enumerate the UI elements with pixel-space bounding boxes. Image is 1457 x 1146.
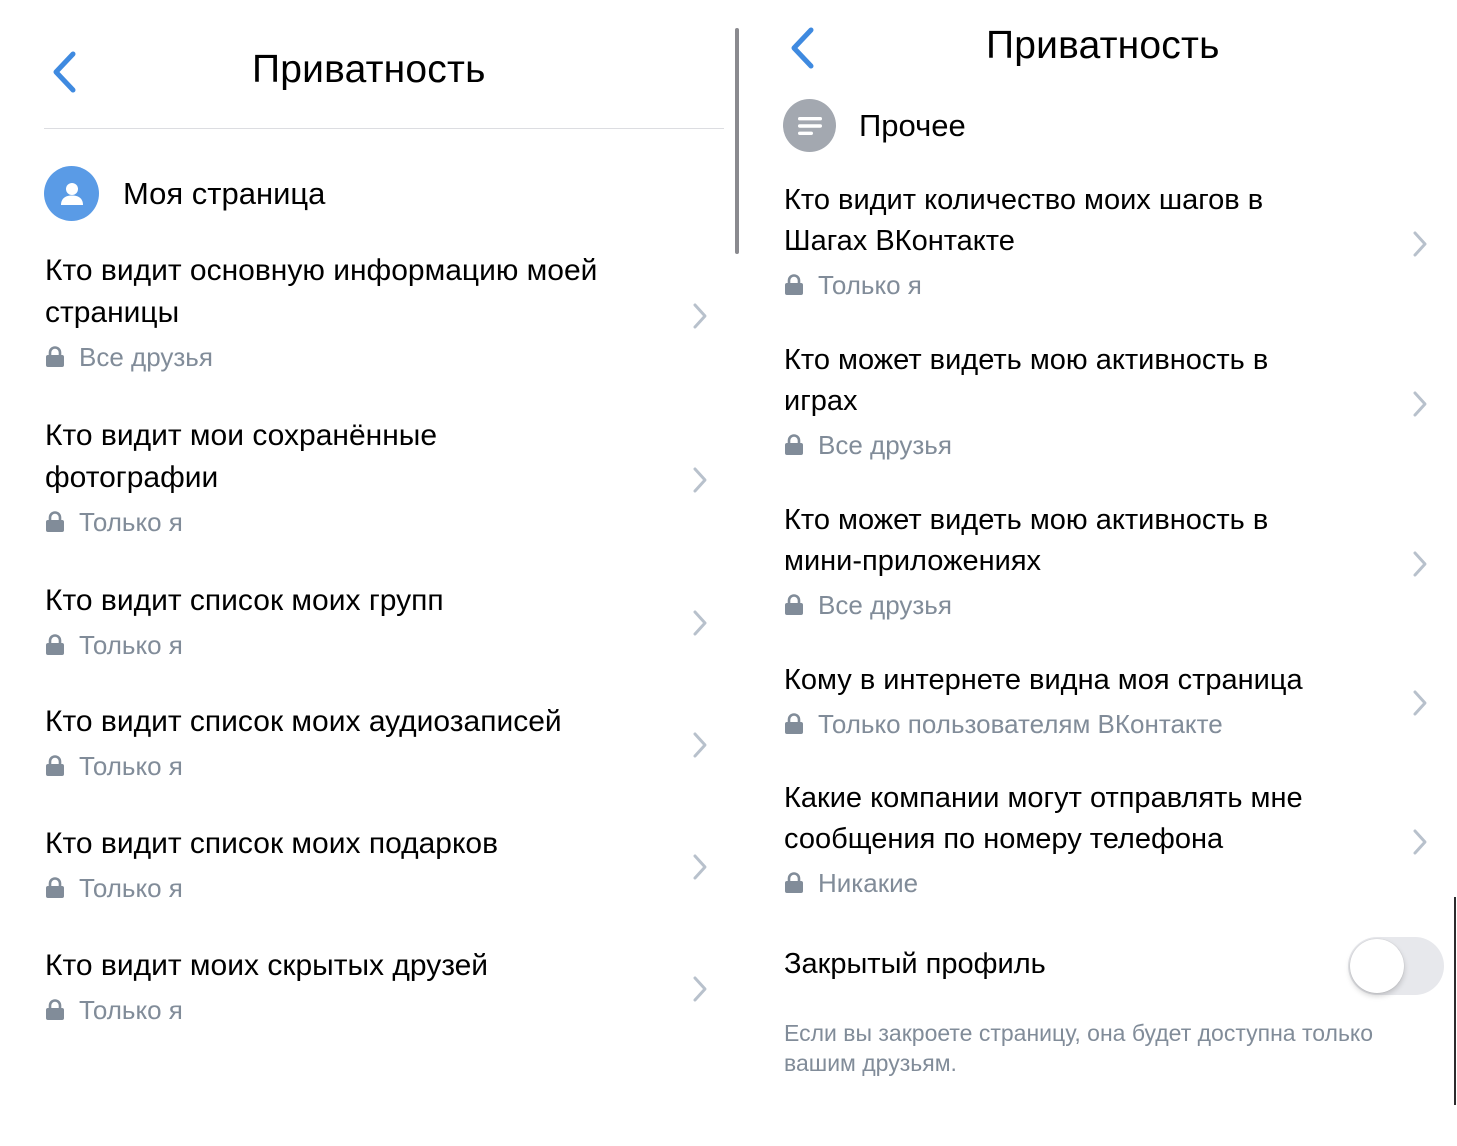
privacy-screen-right [740, 0, 1457, 1146]
row-title: Кто может видеть мою активность в мини-приложениях [784, 504, 1269, 577]
list-icon [783, 99, 836, 152]
row-value [45, 866, 725, 910]
row-value-text: Только я [79, 995, 183, 1025]
chevron-right-icon [1412, 230, 1428, 258]
back-chevron-icon [788, 26, 816, 70]
lock-icon [784, 434, 804, 456]
privacy-row-audio[interactable] [45, 701, 725, 788]
row-value [784, 263, 1424, 307]
row-value [784, 583, 1424, 627]
row-title: Кто видит основную информацию моей страницы [45, 254, 598, 329]
chevron-right-icon [1412, 550, 1428, 578]
row-value [784, 423, 1424, 467]
row-title: Кто видит список моих аудиозаписей [45, 705, 562, 738]
lock-icon [45, 634, 65, 656]
section-header-my-page [44, 166, 325, 221]
back-chevron-icon [50, 50, 78, 94]
lock-icon [784, 872, 804, 894]
privacy-row-phone-messages[interactable] [784, 778, 1424, 905]
privacy-row-gifts[interactable] [45, 823, 725, 910]
chevron-right-icon [692, 466, 708, 494]
privacy-row-saved-photos[interactable] [45, 415, 725, 544]
row-value-text: Только я [79, 751, 183, 781]
lock-icon [45, 999, 65, 1021]
lock-icon [45, 511, 65, 533]
row-value [784, 702, 1424, 746]
privacy-row-main-info[interactable] [45, 250, 725, 379]
screens-divider [735, 28, 739, 254]
lock-icon [45, 346, 65, 368]
privacy-row-games-activity[interactable] [784, 340, 1424, 467]
row-title: Кто может видеть мою активность в играх [784, 344, 1269, 417]
closed-profile-note: Если вы закроете страницу, она будет доступна только вашим друзьям. [784, 1020, 1374, 1076]
page-title: Приватность [252, 48, 486, 91]
row-value-text: Только я [79, 873, 183, 903]
row-title: Кто видит мои сохранённые фотографии [45, 419, 438, 494]
page-title: Приватность [986, 24, 1220, 67]
section-title: Прочее [859, 107, 966, 143]
back-button[interactable] [50, 50, 78, 94]
privacy-row-miniapps-activity[interactable] [784, 500, 1424, 627]
row-value-text: Все друзья [818, 430, 952, 460]
privacy-row-hidden-friends[interactable] [45, 945, 725, 1032]
chevron-right-icon [692, 302, 708, 330]
scrollbar[interactable] [1454, 897, 1456, 1105]
row-value-text: Только я [79, 507, 183, 537]
privacy-row-groups[interactable] [45, 580, 725, 667]
privacy-row-internet-visibility[interactable] [784, 660, 1424, 746]
chevron-right-icon [1412, 390, 1428, 418]
closed-profile-toggle[interactable] [1348, 937, 1444, 995]
row-value [45, 500, 725, 544]
nav-separator [44, 128, 724, 129]
row-value-text: Все друзья [818, 590, 952, 620]
row-title: Кому в интернете видна моя страница [784, 664, 1303, 696]
row-title: Какие компании могут отправлять мне сообщения по номеру телефона [784, 782, 1303, 855]
chevron-right-icon [692, 975, 708, 1003]
privacy-row-steps[interactable] [784, 180, 1424, 307]
row-value [784, 861, 1424, 905]
chevron-right-icon [692, 853, 708, 881]
section-header-other [783, 99, 966, 152]
lock-icon [784, 594, 804, 616]
section-title: Моя страница [123, 175, 326, 211]
row-value [45, 623, 725, 667]
row-value-text: Никакие [818, 868, 919, 898]
lock-icon [784, 274, 804, 296]
closed-profile-label: Закрытый профиль [784, 948, 1046, 980]
lock-icon [784, 713, 804, 735]
toggle-knob [1350, 939, 1404, 993]
chevron-right-icon [1412, 689, 1428, 717]
closed-profile-row [784, 944, 1404, 985]
user-icon [44, 166, 99, 221]
row-value [45, 335, 725, 379]
row-value-text: Только пользователям ВКонтакте [818, 709, 1223, 739]
row-value [45, 988, 725, 1032]
row-value-text: Все друзья [79, 342, 213, 372]
chevron-right-icon [692, 609, 708, 637]
row-value [45, 744, 725, 788]
chevron-right-icon [1412, 828, 1428, 856]
row-value-text: Только я [79, 630, 183, 660]
row-title: Кто видит количество моих шагов в Шагах ВКонтакте [784, 184, 1264, 257]
row-title: Кто видит моих скрытых друзей [45, 949, 489, 982]
lock-icon [45, 877, 65, 899]
row-value-text: Только я [818, 270, 922, 300]
chevron-right-icon [692, 731, 708, 759]
lock-icon [45, 755, 65, 777]
row-title: Кто видит список моих групп [45, 584, 444, 617]
back-button[interactable] [788, 26, 816, 70]
row-title: Кто видит список моих подарков [45, 827, 499, 860]
